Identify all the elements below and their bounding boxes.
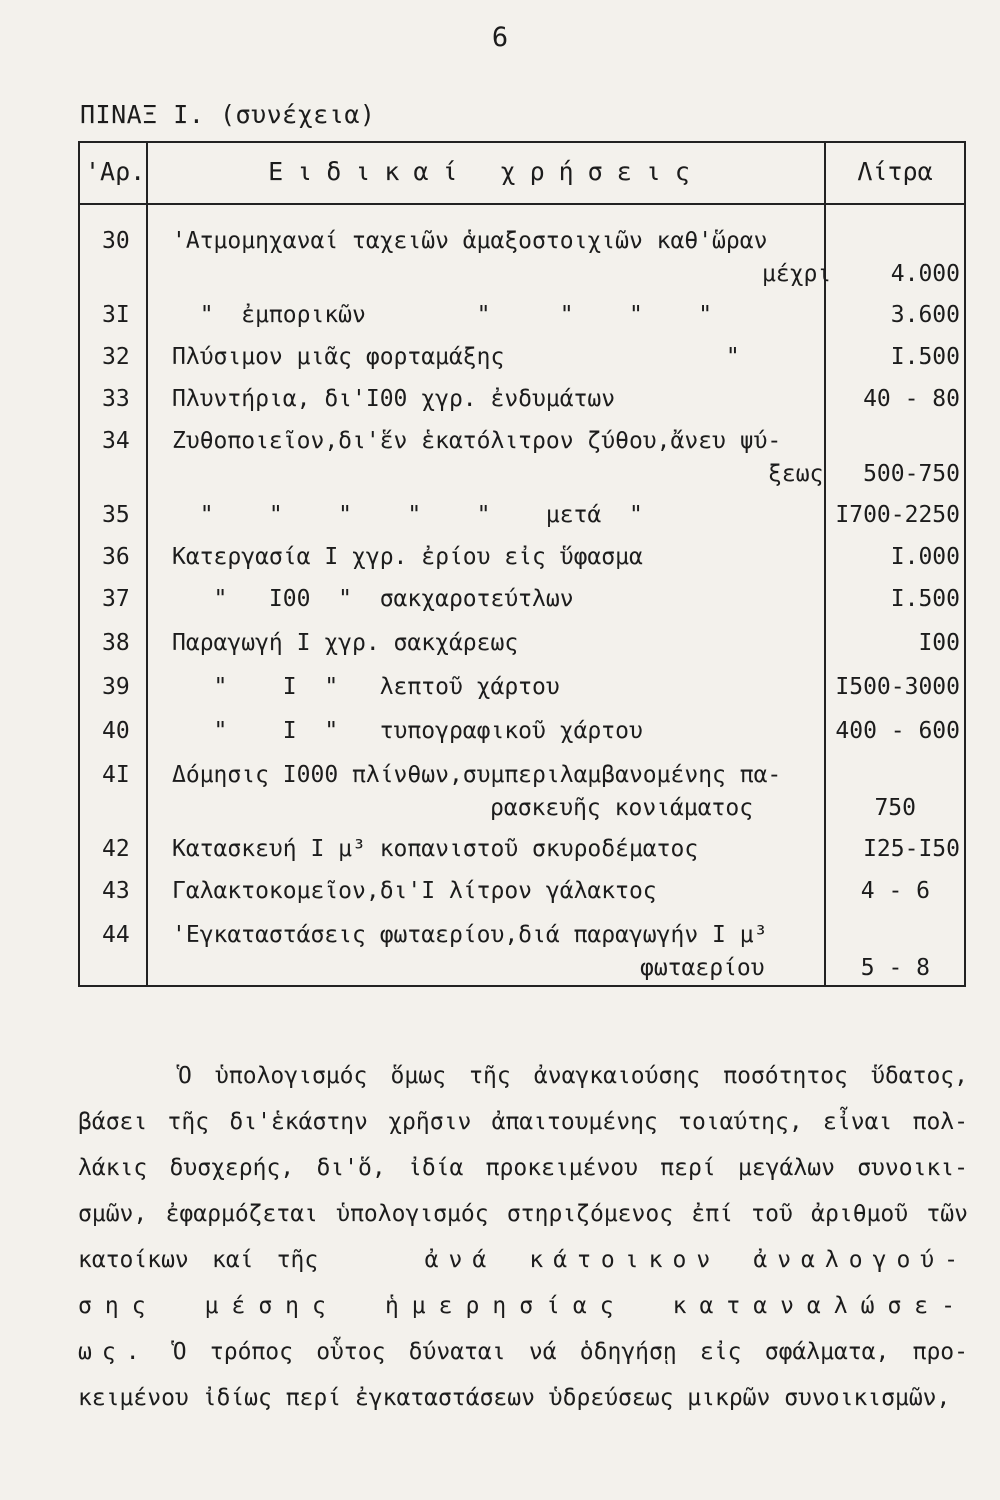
row-description: Πλύσιμον μιᾶς φορταμάξης " bbox=[172, 344, 740, 370]
row-value: 40 - 80 bbox=[863, 386, 960, 412]
body-paragraph bbox=[78, 1053, 968, 1421]
row-value: I.000 bbox=[890, 544, 960, 570]
paragraph-line: σμῶν, ἐφαρμόζεται ὑπολογισμός στηριζόμενος ἐπί τοῦ ἀριθμοῦ τῶν bbox=[78, 1201, 968, 1227]
row-description: Κατασκευή I μ³ κοπανιστοῦ σκυροδέματος bbox=[172, 836, 699, 862]
row-description-continued: ξεως bbox=[768, 461, 824, 487]
row-description: " ἐμπορικῶν " " " " bbox=[172, 302, 713, 328]
emphasized-phrase: σης μέσης ἡμερησίας καταναλώσε- bbox=[78, 1293, 968, 1319]
row-description: Κατεργασία I χγρ. ἐρίου εἰς ὕφασμα bbox=[172, 544, 643, 570]
row-number: 36 bbox=[102, 544, 130, 570]
row-number: 3I bbox=[102, 302, 130, 328]
row-number: 34 bbox=[102, 428, 130, 454]
row-value: I500-3000 bbox=[835, 674, 960, 700]
row-description: " I00 " σακχαροτεύτλων bbox=[172, 586, 574, 612]
row-number: 38 bbox=[102, 630, 130, 656]
table-caption: ΠΙΝΑΞ Ι. (συνέχεια) bbox=[80, 100, 376, 129]
row-value: 4 - 6 bbox=[860, 878, 930, 904]
paragraph-fragment: Ὁ τρόπος οὗτος δύναται νά ὁδηγήσῃ εἰς σφάλματα, προ- bbox=[172, 1339, 968, 1365]
emphasized-phrase: ως. bbox=[78, 1339, 150, 1365]
row-description: 'Ατμομηχαναί ταχειῶν ἁμαξοστοιχιῶν καθ'ὥραν bbox=[172, 228, 768, 254]
row-description: " I " λεπτοῦ χάρτου bbox=[172, 674, 560, 700]
row-value: I.500 bbox=[890, 344, 960, 370]
row-number: 4I bbox=[102, 762, 130, 788]
paragraph-line bbox=[78, 1329, 968, 1375]
row-number: 42 bbox=[102, 836, 130, 862]
row-value: I25-I50 bbox=[863, 836, 960, 862]
row-value: 5 - 8 bbox=[860, 955, 930, 981]
row-number: 40 bbox=[102, 718, 130, 744]
row-value: 400 - 600 bbox=[835, 718, 960, 744]
paragraph-line: λάκις δυσχερής, δι'ὅ, ἰδία προκειμένου περί μεγάλων συνοικι- bbox=[78, 1155, 968, 1181]
paragraph-line: κειμένου ἰδίως περί ἐγκαταστάσεων ὑδρεύσεως μικρῶν συνοικισμῶν, bbox=[78, 1385, 951, 1411]
row-description: " " " " " μετά " bbox=[172, 502, 643, 528]
row-number: 33 bbox=[102, 386, 130, 412]
paragraph-fragment: κατοίκων καί τῆς bbox=[78, 1247, 319, 1273]
row-value: 500-750 bbox=[863, 461, 960, 487]
page-number: 6 bbox=[491, 22, 509, 53]
emphasized-phrase: ἀνά κάτοικον ἀναλογού- bbox=[424, 1247, 968, 1273]
paragraph-line: Ὁ ὑπολογισμός ὅμως τῆς ἀναγκαιούσης ποσότητος ὕδατος, bbox=[178, 1063, 968, 1089]
row-number: 30 bbox=[102, 228, 130, 254]
row-number: 43 bbox=[102, 878, 130, 904]
row-value: I.500 bbox=[890, 586, 960, 612]
row-number: 35 bbox=[102, 502, 130, 528]
header-divider bbox=[78, 203, 966, 205]
row-value: 750 bbox=[874, 795, 916, 821]
row-value: 4.000 bbox=[890, 261, 960, 287]
row-value: I00 bbox=[918, 630, 960, 656]
paragraph-line bbox=[78, 1237, 968, 1283]
row-description-continued: μέχρι bbox=[762, 261, 832, 287]
row-description: Πλυντήρια, δι'I00 χγρ. ἐνδυμάτων bbox=[172, 386, 616, 412]
row-number: 44 bbox=[102, 922, 130, 948]
row-value: 3.600 bbox=[890, 302, 960, 328]
row-description: " I " τυπογραφικοῦ χάρτου bbox=[172, 718, 643, 744]
row-description: Ζυθοποιεῖον,δι'ἕν ἑκατόλιτρον ζύθου,ἄνευ ψύ- bbox=[172, 428, 782, 454]
row-description-continued: ρασκευῆς κονιάματος bbox=[490, 795, 754, 821]
column-divider bbox=[146, 141, 148, 987]
row-number: 32 bbox=[102, 344, 130, 370]
row-description: Δόμησις I000 πλίνθων,συμπεριλαμβανομένης πα- bbox=[172, 762, 782, 788]
row-number: 37 bbox=[102, 586, 130, 612]
row-description-continued: φωταερίου bbox=[640, 955, 765, 981]
row-value: I700-2250 bbox=[835, 502, 960, 528]
row-description: Παραγωγή I χγρ. σακχάρεως bbox=[172, 630, 519, 656]
paragraph-line: βάσει τῆς δι'ἑκάστην χρῆσιν ἀπαιτουμένης τοιαύτης, εἶναι πολ- bbox=[78, 1109, 968, 1135]
header-number: 'Αρ. bbox=[85, 157, 146, 186]
row-description: Γαλακτοκομεῖον,δι'I λίτρον γάλακτος bbox=[172, 878, 657, 904]
row-description: 'Εγκαταστάσεις φωταερίου,διά παραγωγήν I μ³ bbox=[172, 922, 768, 948]
row-number: 39 bbox=[102, 674, 130, 700]
header-unit: Λίτρα bbox=[857, 157, 933, 186]
header-description: Ειδικαί χρήσεις bbox=[268, 157, 704, 186]
